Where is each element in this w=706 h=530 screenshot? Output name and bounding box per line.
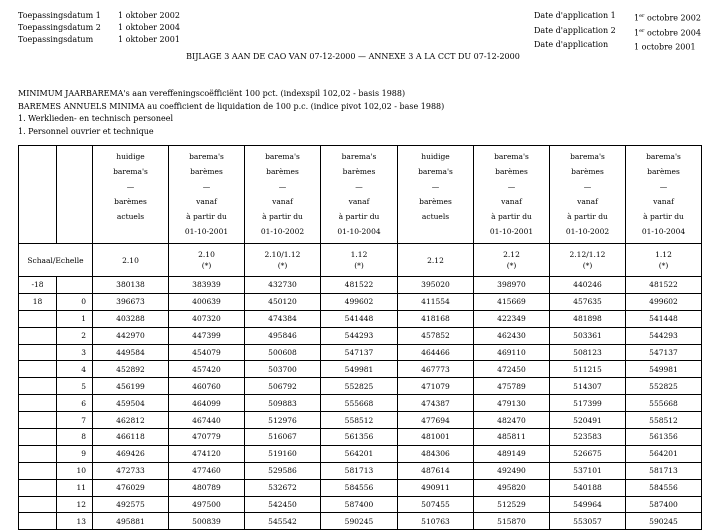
- table-row: [19, 395, 702, 412]
- table-row: [19, 412, 702, 429]
- value-cell: 537101: [550, 462, 626, 479]
- step-cell: 10: [57, 462, 93, 479]
- value-cell: 499602: [626, 293, 702, 310]
- scale-cell: [398, 244, 474, 277]
- value-cell: 507455: [398, 496, 474, 513]
- scale-note: (*): [582, 261, 593, 270]
- column-header-line: actuels: [116, 212, 145, 221]
- column-header-line: vanaf: [348, 197, 370, 206]
- value-cell: 492575: [93, 496, 169, 513]
- value-cell: 544293: [321, 327, 398, 344]
- header-left-label: Toepassingsdatum 2: [18, 23, 101, 32]
- value-cell: 511215: [550, 361, 626, 378]
- column-header-line: à partir du: [262, 212, 303, 221]
- header-right-label: Date d'application 1: [534, 11, 616, 20]
- scale-note: (*): [658, 261, 669, 270]
- value-cell: 398970: [474, 277, 550, 294]
- column-header: [626, 146, 702, 244]
- value-cell: 492490: [474, 462, 550, 479]
- value-cell: 407320: [169, 310, 245, 327]
- column-header-line: barema's: [418, 167, 453, 176]
- value-cell: 514307: [550, 378, 626, 395]
- value-cell: 474387: [398, 395, 474, 412]
- value-cell: 479130: [474, 395, 550, 412]
- value-cell: 422349: [474, 310, 550, 327]
- value-cell: 520491: [550, 412, 626, 429]
- value-cell: 549981: [321, 361, 398, 378]
- value-cell: 553057: [550, 513, 626, 530]
- step-cell: [57, 277, 93, 294]
- step-cell: 3: [57, 344, 93, 361]
- value-cell: 549981: [626, 361, 702, 378]
- column-header-line: barema's: [570, 152, 605, 161]
- value-cell: 552825: [626, 378, 702, 395]
- step-cell: 9: [57, 445, 93, 462]
- table-row: [19, 277, 702, 294]
- column-header-line: —: [355, 182, 363, 191]
- value-cell: 555668: [321, 395, 398, 412]
- value-cell: 509883: [245, 395, 321, 412]
- intro-line-1: MINIMUM JAARBAREMA's aan vereffeningscoëfficiënt 100 pct. (indexspil 102,02 - basis 1988): [18, 89, 406, 98]
- header-left: [18, 10, 180, 46]
- value-cell: 450120: [245, 293, 321, 310]
- header-left-value: 1 oktober 2002: [118, 11, 180, 20]
- value-cell: 418168: [398, 310, 474, 327]
- empty-header-cell: [57, 146, 93, 244]
- column-header-line: à partir du: [567, 212, 608, 221]
- intro-line-4: 1. Personnel ouvrier et technique: [18, 126, 154, 136]
- value-cell: 590245: [626, 513, 702, 530]
- step-cell: 4: [57, 361, 93, 378]
- step-cell: 1: [57, 310, 93, 327]
- scale-value: 2.12: [427, 255, 444, 265]
- value-cell: 581713: [626, 462, 702, 479]
- value-cell: 495846: [245, 327, 321, 344]
- value-cell: 464466: [398, 344, 474, 361]
- column-header-line: vanaf: [653, 197, 674, 206]
- step-cell: 13: [57, 513, 93, 530]
- value-cell: 541448: [321, 310, 398, 327]
- column-header-line: barema's: [113, 167, 148, 176]
- header-right-day: 1: [634, 42, 640, 52]
- column-header-line: —: [431, 182, 440, 191]
- age-cell: 18: [19, 293, 57, 310]
- value-cell: 442970: [93, 327, 169, 344]
- intro-line-3: 1. Werklieden- en technisch personeel: [18, 114, 174, 123]
- value-cell: 540188: [550, 479, 626, 496]
- age-cell: [19, 445, 57, 462]
- header-right-date: octobre 2001: [641, 42, 696, 52]
- age-cell: [19, 344, 57, 361]
- header-right-label: Date d'application 2: [534, 25, 616, 35]
- scale-value: 2.12: [503, 250, 520, 259]
- header-left-value: 1 oktober 2001: [118, 35, 180, 44]
- column-header-line: vanaf: [272, 197, 293, 206]
- value-cell: 467773: [398, 361, 474, 378]
- column-header-line: barema's: [341, 152, 377, 161]
- value-cell: 482470: [474, 412, 550, 429]
- column-header-line: 01-10-2001: [184, 227, 229, 236]
- value-cell: 500608: [245, 344, 321, 361]
- value-cell: 515870: [474, 513, 550, 530]
- scale-cell: [93, 244, 169, 277]
- value-cell: 457852: [398, 327, 474, 344]
- value-cell: 471079: [398, 378, 474, 395]
- scale-value: 2.12/1.12: [569, 250, 606, 259]
- value-cell: 549964: [550, 496, 626, 513]
- value-cell: 454079: [169, 344, 245, 361]
- value-cell: 477694: [398, 412, 474, 429]
- table-row: [19, 479, 702, 496]
- value-cell: 564201: [626, 445, 702, 462]
- value-cell: 541448: [626, 310, 702, 327]
- value-cell: 469426: [93, 445, 169, 462]
- value-cell: 516067: [245, 429, 321, 446]
- value-cell: 403288: [93, 310, 169, 327]
- header-left-value: 1 oktober 2004: [118, 23, 180, 32]
- value-cell: 495881: [93, 513, 169, 530]
- column-header-line: barèmes: [266, 167, 299, 176]
- column-header-line: —: [583, 182, 592, 191]
- value-cell: 495820: [474, 479, 550, 496]
- scale-value: 2.10: [122, 255, 139, 265]
- column-header-line: barema's: [265, 152, 300, 161]
- age-cell: [19, 361, 57, 378]
- value-cell: 484306: [398, 445, 474, 462]
- value-cell: 500839: [169, 513, 245, 530]
- value-cell: 487614: [398, 462, 474, 479]
- value-cell: 532672: [245, 479, 321, 496]
- header-right-date: octobre 2004: [647, 28, 701, 38]
- intro-text: [18, 88, 444, 138]
- value-cell: 542450: [245, 496, 321, 513]
- value-cell: 526675: [550, 445, 626, 462]
- column-header-line: barèmes: [571, 167, 604, 176]
- column-header-line: vanaf: [196, 197, 217, 206]
- header-right-day: 1: [634, 13, 640, 23]
- scale-value: 2.10/1.12: [264, 250, 301, 259]
- header-left-label: Toepassingsdatum 1: [18, 11, 101, 20]
- column-header-line: barema's: [494, 152, 529, 161]
- column-header-line: barema's: [646, 152, 681, 161]
- value-cell: 383939: [169, 277, 245, 294]
- column-header-line: barèmes: [647, 167, 680, 176]
- value-cell: 396673: [93, 293, 169, 310]
- value-cell: 561356: [626, 429, 702, 446]
- empty-header-cell: [19, 146, 57, 244]
- scale-cell: [245, 244, 321, 277]
- value-cell: 503361: [550, 327, 626, 344]
- value-cell: 400639: [169, 293, 245, 310]
- value-cell: 587400: [321, 496, 398, 513]
- scale-cell: [169, 244, 245, 277]
- header-right-value: [634, 25, 701, 40]
- value-cell: 558512: [626, 412, 702, 429]
- value-cell: 415669: [474, 293, 550, 310]
- value-cell: 584556: [321, 479, 398, 496]
- age-cell: [19, 327, 57, 344]
- value-cell: 447399: [169, 327, 245, 344]
- value-cell: 485811: [474, 429, 550, 446]
- value-cell: 440246: [550, 277, 626, 294]
- column-header-line: à partir du: [338, 212, 380, 221]
- value-cell: 470779: [169, 429, 245, 446]
- header-right-sup: er: [639, 27, 645, 34]
- value-cell: 474384: [245, 310, 321, 327]
- column-header: [550, 146, 626, 244]
- table-row: [19, 445, 702, 462]
- scale-cell: [474, 244, 550, 277]
- value-cell: 552825: [321, 378, 398, 395]
- header-right-value: [634, 10, 701, 25]
- column-header-line: —: [507, 182, 516, 191]
- value-cell: 462812: [93, 412, 169, 429]
- value-cell: 480789: [169, 479, 245, 496]
- header-right-label: Date d'application: [534, 40, 609, 50]
- value-cell: 466118: [93, 429, 169, 446]
- age-cell: [19, 395, 57, 412]
- scale-cell: [321, 244, 398, 277]
- scale-value: 1.12: [350, 250, 368, 259]
- value-cell: 432730: [245, 277, 321, 294]
- column-header-line: 01-10-2004: [337, 227, 381, 236]
- value-cell: 460760: [169, 378, 245, 395]
- value-cell: 467440: [169, 412, 245, 429]
- value-cell: 510763: [398, 513, 474, 530]
- column-header-line: barèmes: [190, 167, 223, 176]
- header-right-row: [534, 10, 701, 25]
- table-row: [19, 496, 702, 513]
- header-right-day: 1: [634, 28, 640, 38]
- value-cell: 475789: [474, 378, 550, 395]
- value-cell: 558512: [321, 412, 398, 429]
- value-cell: 506792: [245, 378, 321, 395]
- step-cell: 2: [57, 327, 93, 344]
- value-cell: 584556: [626, 479, 702, 496]
- age-cell: [19, 479, 57, 496]
- value-cell: 477460: [169, 462, 245, 479]
- value-cell: 503700: [245, 361, 321, 378]
- column-header: [474, 146, 550, 244]
- value-cell: 481522: [321, 277, 398, 294]
- table-row: [19, 429, 702, 446]
- age-cell: -18: [19, 277, 57, 294]
- intro-line-2: BAREMES ANNUELS MINIMA au coefficient de liquidation de 100 p.c. (indice pivot 102,02 - base 1988): [18, 101, 445, 111]
- column-header: [321, 146, 398, 244]
- value-cell: 490911: [398, 479, 474, 496]
- scale-note: (*): [354, 261, 364, 270]
- value-cell: 380138: [93, 277, 169, 294]
- barema-table: [18, 145, 702, 530]
- step-cell: 8: [57, 429, 93, 446]
- value-cell: 464099: [169, 395, 245, 412]
- value-cell: 561356: [321, 429, 398, 446]
- value-cell: 590245: [321, 513, 398, 530]
- header-right-row: [534, 25, 701, 40]
- column-header-line: vanaf: [501, 197, 522, 206]
- header-right: [534, 10, 701, 54]
- column-header-line: huidige: [116, 152, 145, 161]
- age-cell: [19, 462, 57, 479]
- scale-value: 2.10: [198, 250, 215, 259]
- table-row: [19, 310, 702, 327]
- age-cell: [19, 378, 57, 395]
- column-header-line: —: [126, 182, 135, 191]
- step-cell: 7: [57, 412, 93, 429]
- value-cell: 547137: [626, 344, 702, 361]
- value-cell: 547137: [321, 344, 398, 361]
- age-cell: [19, 513, 57, 530]
- column-header-line: 01-10-2001: [489, 227, 534, 236]
- scale-row: [19, 244, 702, 277]
- column-header-line: à partir du: [186, 212, 227, 221]
- value-cell: 519160: [245, 445, 321, 462]
- column-header: [245, 146, 321, 244]
- age-cell: [19, 412, 57, 429]
- column-header-line: huidige: [421, 152, 450, 161]
- header-left-label: Toepassingsdatum: [18, 35, 94, 44]
- column-header-line: 01-10-2004: [641, 227, 686, 236]
- column-header: [169, 146, 245, 244]
- column-header-line: actuels: [421, 212, 450, 221]
- table-row: [19, 361, 702, 378]
- table-row: [19, 513, 702, 530]
- value-cell: 512976: [245, 412, 321, 429]
- scale-note: (*): [277, 261, 288, 270]
- table-header-row: [19, 146, 702, 244]
- scale-value: 1.12: [655, 250, 672, 259]
- value-cell: 544293: [626, 327, 702, 344]
- value-cell: 457635: [550, 293, 626, 310]
- value-cell: 489149: [474, 445, 550, 462]
- age-cell: [19, 429, 57, 446]
- value-cell: 581713: [321, 462, 398, 479]
- header-right-date: octobre 2002: [647, 13, 701, 23]
- header-left-row: [18, 22, 180, 34]
- scale-label: Schaal/Echelle: [19, 244, 93, 277]
- table-row: [19, 378, 702, 395]
- column-header-line: —: [278, 182, 287, 191]
- column-header-line: barèmes: [495, 167, 528, 176]
- age-cell: [19, 310, 57, 327]
- value-cell: 411554: [398, 293, 474, 310]
- value-cell: 474120: [169, 445, 245, 462]
- column-header-line: à partir du: [643, 212, 684, 221]
- value-cell: 452892: [93, 361, 169, 378]
- value-cell: 555668: [626, 395, 702, 412]
- value-cell: 523583: [550, 429, 626, 446]
- value-cell: 512529: [474, 496, 550, 513]
- value-cell: 587400: [626, 496, 702, 513]
- column-header-line: —: [659, 182, 668, 191]
- value-cell: 481898: [550, 310, 626, 327]
- step-cell: 5: [57, 378, 93, 395]
- scale-note: (*): [201, 261, 212, 270]
- value-cell: 517399: [550, 395, 626, 412]
- value-cell: 529586: [245, 462, 321, 479]
- header-left-row: [18, 10, 180, 22]
- value-cell: 459504: [93, 395, 169, 412]
- value-cell: 508123: [550, 344, 626, 361]
- value-cell: 481522: [626, 277, 702, 294]
- value-cell: 497500: [169, 496, 245, 513]
- age-cell: [19, 496, 57, 513]
- table-row: [19, 462, 702, 479]
- step-cell: 12: [57, 496, 93, 513]
- table-row: [19, 293, 702, 310]
- document-title: BIJLAGE 3 AAN DE CAO VAN 07-12-2000 — ANNEXE 3 A LA CCT DU 07-12-2000: [186, 52, 520, 61]
- column-header: [93, 146, 169, 244]
- column-header-line: 01-10-2002: [565, 227, 610, 236]
- value-cell: 481001: [398, 429, 474, 446]
- scale-note: (*): [506, 261, 517, 270]
- table-row: [19, 327, 702, 344]
- value-cell: 472733: [93, 462, 169, 479]
- table-row: [19, 344, 702, 361]
- value-cell: 545542: [245, 513, 321, 530]
- header-right-sup: er: [639, 13, 645, 19]
- value-cell: 476029: [93, 479, 169, 496]
- value-cell: 457420: [169, 361, 245, 378]
- step-cell: 6: [57, 395, 93, 412]
- column-header-line: barema's: [189, 152, 224, 161]
- value-cell: 395020: [398, 277, 474, 294]
- value-cell: 449584: [93, 344, 169, 361]
- column-header: [398, 146, 474, 244]
- column-header-line: à partir du: [491, 212, 532, 221]
- column-header-line: barèmes: [342, 167, 376, 176]
- column-header-line: barèmes: [419, 197, 452, 206]
- column-header-line: 01-10-2002: [260, 227, 305, 236]
- header-left-row: [18, 34, 180, 46]
- value-cell: 456199: [93, 378, 169, 395]
- value-cell: 469110: [474, 344, 550, 361]
- column-header-line: barèmes: [114, 197, 147, 206]
- step-cell: 11: [57, 479, 93, 496]
- value-cell: 499602: [321, 293, 398, 310]
- scale-cell: [550, 244, 626, 277]
- column-header-line: —: [202, 182, 211, 191]
- step-cell: 0: [57, 293, 93, 310]
- value-cell: 472450: [474, 361, 550, 378]
- value-cell: 462430: [474, 327, 550, 344]
- column-header-line: vanaf: [577, 197, 598, 206]
- scale-cell: [626, 244, 702, 277]
- value-cell: 564201: [321, 445, 398, 462]
